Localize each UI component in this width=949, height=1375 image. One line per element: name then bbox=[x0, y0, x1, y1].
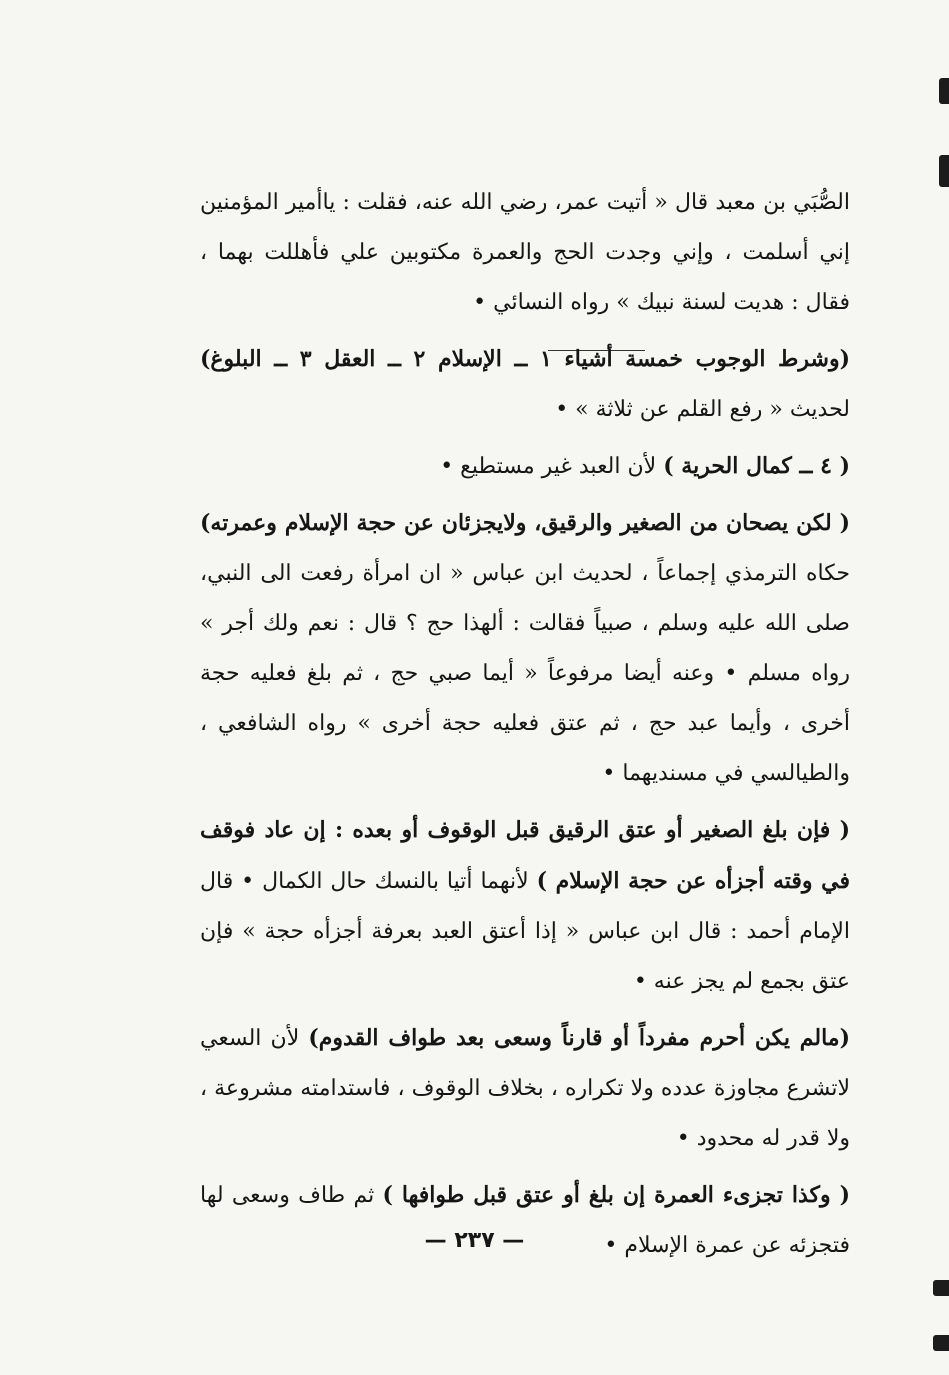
binding-mark-lower bbox=[933, 1280, 949, 1296]
paragraph-3 bbox=[200, 441, 850, 492]
paragraph-5-heading: ( فإن بلغ الصغير أو عتق الرقيق قبل الوقوف أو بعده : إن عاد فوقف في وقته أجزأه عن حجة الإسلام ) bbox=[200, 817, 851, 894]
paragraph-2 bbox=[200, 334, 850, 435]
binding-mark-top bbox=[939, 78, 949, 104]
paragraph-6-heading: (مالم يكن أحرم مفرداً أو قارناً وسعى بعد طواف القدوم) bbox=[308, 1025, 850, 1051]
paragraph-1 bbox=[200, 178, 850, 328]
paragraph-6 bbox=[200, 1013, 850, 1164]
binding-mark-upper bbox=[939, 155, 949, 187]
page-body bbox=[200, 178, 850, 1277]
paragraph-2-text: لحديث « رفع القلم عن ثلاثة » • bbox=[555, 397, 850, 422]
paragraph-4-text: حكاه الترمذي إجماعاً ، لحديث ابن عباس « ان امرأة رفعت الى النبي، صلى الله عليه وسلم ، صبياً فقالت : ألهذا حج ؟ قال : نعم ولك أجر » رواه مسلم • وعنه أيضا مرفوعاً « أيما صبي حج ، ثم بلغ فعليه حجة أخرى ، وأيما عبد حج ، ثم عتق فعليه حجة أخرى » رواه الشافعي ، والطيالسي في مسنديهما • bbox=[200, 561, 850, 786]
paragraph-4-heading: ( لكن يصحان من الصغير والرقيق، ولايجزئان عن حجة الإسلام وعمرته) bbox=[200, 510, 850, 536]
paragraph-7 bbox=[200, 1170, 850, 1271]
paragraph-5 bbox=[200, 805, 850, 1007]
paragraph-3-text: لأن العبد غير مستطيع • bbox=[440, 454, 664, 479]
paragraph-3-heading: ( ٤ ــ كمال الحرية ) bbox=[663, 453, 850, 479]
paragraph-4 bbox=[200, 498, 850, 799]
binding-mark-bottom bbox=[933, 1335, 949, 1351]
paragraph-7-text: ثم طاف وسعى لها فتجزئه عن عمرة الإسلام • bbox=[200, 1183, 850, 1258]
paragraph-1-text: الصُّبَي بن معبد قال « أتيت عمر، رضي الله عنه، فقلت : ياأمير المؤمنين إني أسلمت ، وإني وجدت الحج والعمرة مكتوبين علي فأهللت بهما ، فقال : هديت لسنة نبيك » رواه النسائي • bbox=[200, 190, 850, 315]
paragraph-6-text: لأن السعي لاتشرع مجاوزة عدده ولا تكراره ، بخلاف الوقوف ، فاستدامته مشروعة ، ولا قدر له محدود • bbox=[200, 1026, 850, 1151]
paragraph-7-heading: ( وكذا تجزىء العمرة إن بلغ أو عتق قبل طوافها ) bbox=[382, 1182, 851, 1208]
paragraph-5-text: لأنهما أتيا بالنسك حال الكمال • قال الإمام أحمد : قال ابن عباس « إذا أعتق العبد بعرفة أجزأه حجة » فإن عتق بجمع لم يجز عنه • bbox=[200, 869, 850, 994]
paragraph-2-heading: (وشرط الوجوب خمسة أشياء ١ ــ الإسلام ٢ ــ العقل ٣ ــ البلوغ) bbox=[200, 346, 851, 372]
page-number: — ٢٣٧ — bbox=[424, 1228, 525, 1253]
